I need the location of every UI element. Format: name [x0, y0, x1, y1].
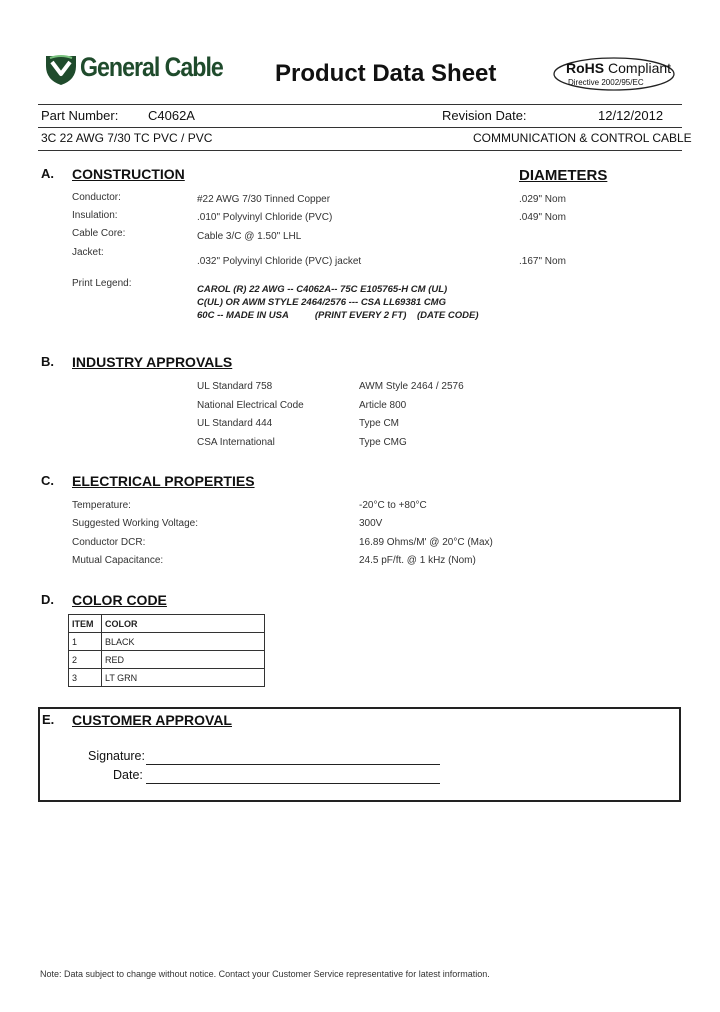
table-header-cell: ITEM	[69, 615, 102, 633]
part-number-label: Part Number:	[41, 108, 119, 123]
section-letter: C.	[41, 473, 54, 488]
section-title-diameters: DIAMETERS	[519, 167, 608, 184]
approval-type: Article 800	[359, 400, 407, 411]
electrical-value: -20°C to +80°C	[359, 500, 427, 511]
section-title-approvals: INDUSTRY APPROVALS	[72, 354, 233, 370]
construction-label: Cable Core:	[72, 228, 126, 239]
table-cell: 1	[69, 633, 102, 651]
approval-standard: UL Standard 758	[197, 381, 273, 392]
electrical-label: Temperature:	[72, 500, 131, 511]
table-row	[69, 669, 265, 687]
part-number-value: C4062A	[148, 108, 195, 123]
section-letter: E.	[42, 712, 55, 727]
electrical-value: 24.5 pF/ft. @ 1 kHz (Nom)	[359, 555, 476, 566]
divider	[38, 104, 682, 105]
table-header-row	[69, 615, 265, 633]
signature-label: Signature:	[88, 749, 145, 763]
brand-mark-icon	[44, 52, 78, 86]
table-cell: BLACK	[102, 633, 265, 651]
customer-approval-box	[38, 707, 681, 802]
approval-type: Type CMG	[359, 437, 407, 448]
construction-value: Cable 3/C @ 1.50" LHL	[197, 231, 302, 242]
cable-description: 3C 22 AWG 7/30 TC PVC / PVC	[41, 131, 213, 145]
brand-name: General Cable	[80, 52, 223, 82]
divider	[38, 127, 682, 128]
section-title-electrical: ELECTRICAL PROPERTIES	[72, 473, 255, 489]
electrical-value: 16.89 Ohms/M' @ 20°C (Max)	[359, 537, 493, 548]
revision-date-value: 12/12/2012	[598, 108, 664, 123]
diameter-value: .049" Nom	[519, 212, 566, 223]
print-legend-line: CAROL (R) 22 AWG -- C4062A-- 75C E105765-H CM (UL)	[197, 284, 448, 295]
electrical-label: Conductor DCR:	[72, 537, 146, 548]
table-cell: 3	[69, 669, 102, 687]
section-title-color-code: COLOR CODE	[72, 592, 167, 608]
table-header-cell: COLOR	[102, 615, 265, 633]
electrical-value: 300V	[359, 518, 383, 529]
section-title-approval: CUSTOMER APPROVAL	[72, 712, 232, 728]
rohs-title: RoHS Compliant	[566, 60, 672, 76]
color-code-table	[68, 614, 265, 687]
section-letter: A.	[41, 166, 54, 181]
construction-value: .010" Polyvinyl Chloride (PVC)	[197, 212, 333, 223]
rohs-badge	[552, 56, 676, 96]
diameter-value: .167" Nom	[519, 256, 566, 267]
approval-standard: CSA International	[197, 437, 275, 448]
print-legend-label: Print Legend:	[72, 278, 132, 289]
brand-logo	[44, 52, 224, 88]
construction-label: Insulation:	[72, 210, 118, 221]
construction-label: Conductor:	[72, 192, 121, 203]
electrical-label: Mutual Capacitance:	[72, 555, 164, 566]
date-label: Date:	[113, 768, 143, 782]
rohs-directive: Directive 2002/95/EC	[568, 78, 644, 87]
table-row	[69, 633, 265, 651]
cable-category: COMMUNICATION & CONTROL CABLE	[473, 131, 692, 145]
section-title-construction: CONSTRUCTION	[72, 166, 185, 182]
page-title: Product Data Sheet	[275, 60, 497, 87]
print-legend-line: C(UL) OR AWM STYLE 2464/2576 --- CSA LL69381 CMG	[197, 297, 446, 308]
print-legend-line: 60C -- MADE IN USA (PRINT EVERY 2 FT) (DATE CODE)	[197, 310, 479, 321]
table-row	[69, 651, 265, 669]
electrical-label: Suggested Working Voltage:	[72, 518, 199, 529]
table-cell: 2	[69, 651, 102, 669]
date-field[interactable]	[146, 783, 440, 784]
construction-value: .032" Polyvinyl Chloride (PVC) jacket	[197, 256, 362, 267]
approval-standard: National Electrical Code	[197, 400, 304, 411]
section-letter: D.	[41, 592, 54, 607]
signature-field[interactable]	[146, 764, 440, 765]
approval-type: Type CM	[359, 418, 400, 429]
footnote: Note: Data subject to change without notice. Contact your Customer Service representative for latest information.	[40, 969, 490, 979]
construction-value: #22 AWG 7/30 Tinned Copper	[197, 194, 331, 205]
table-cell: LT GRN	[102, 669, 265, 687]
approval-type: AWM Style 2464 / 2576	[359, 381, 464, 392]
construction-label: Jacket:	[72, 247, 104, 258]
section-letter: B.	[41, 354, 54, 369]
divider	[38, 150, 682, 151]
table-cell: RED	[102, 651, 265, 669]
diameter-value: .029" Nom	[519, 194, 566, 205]
revision-date-label: Revision Date:	[442, 108, 527, 123]
approval-standard: UL Standard 444	[197, 418, 273, 429]
